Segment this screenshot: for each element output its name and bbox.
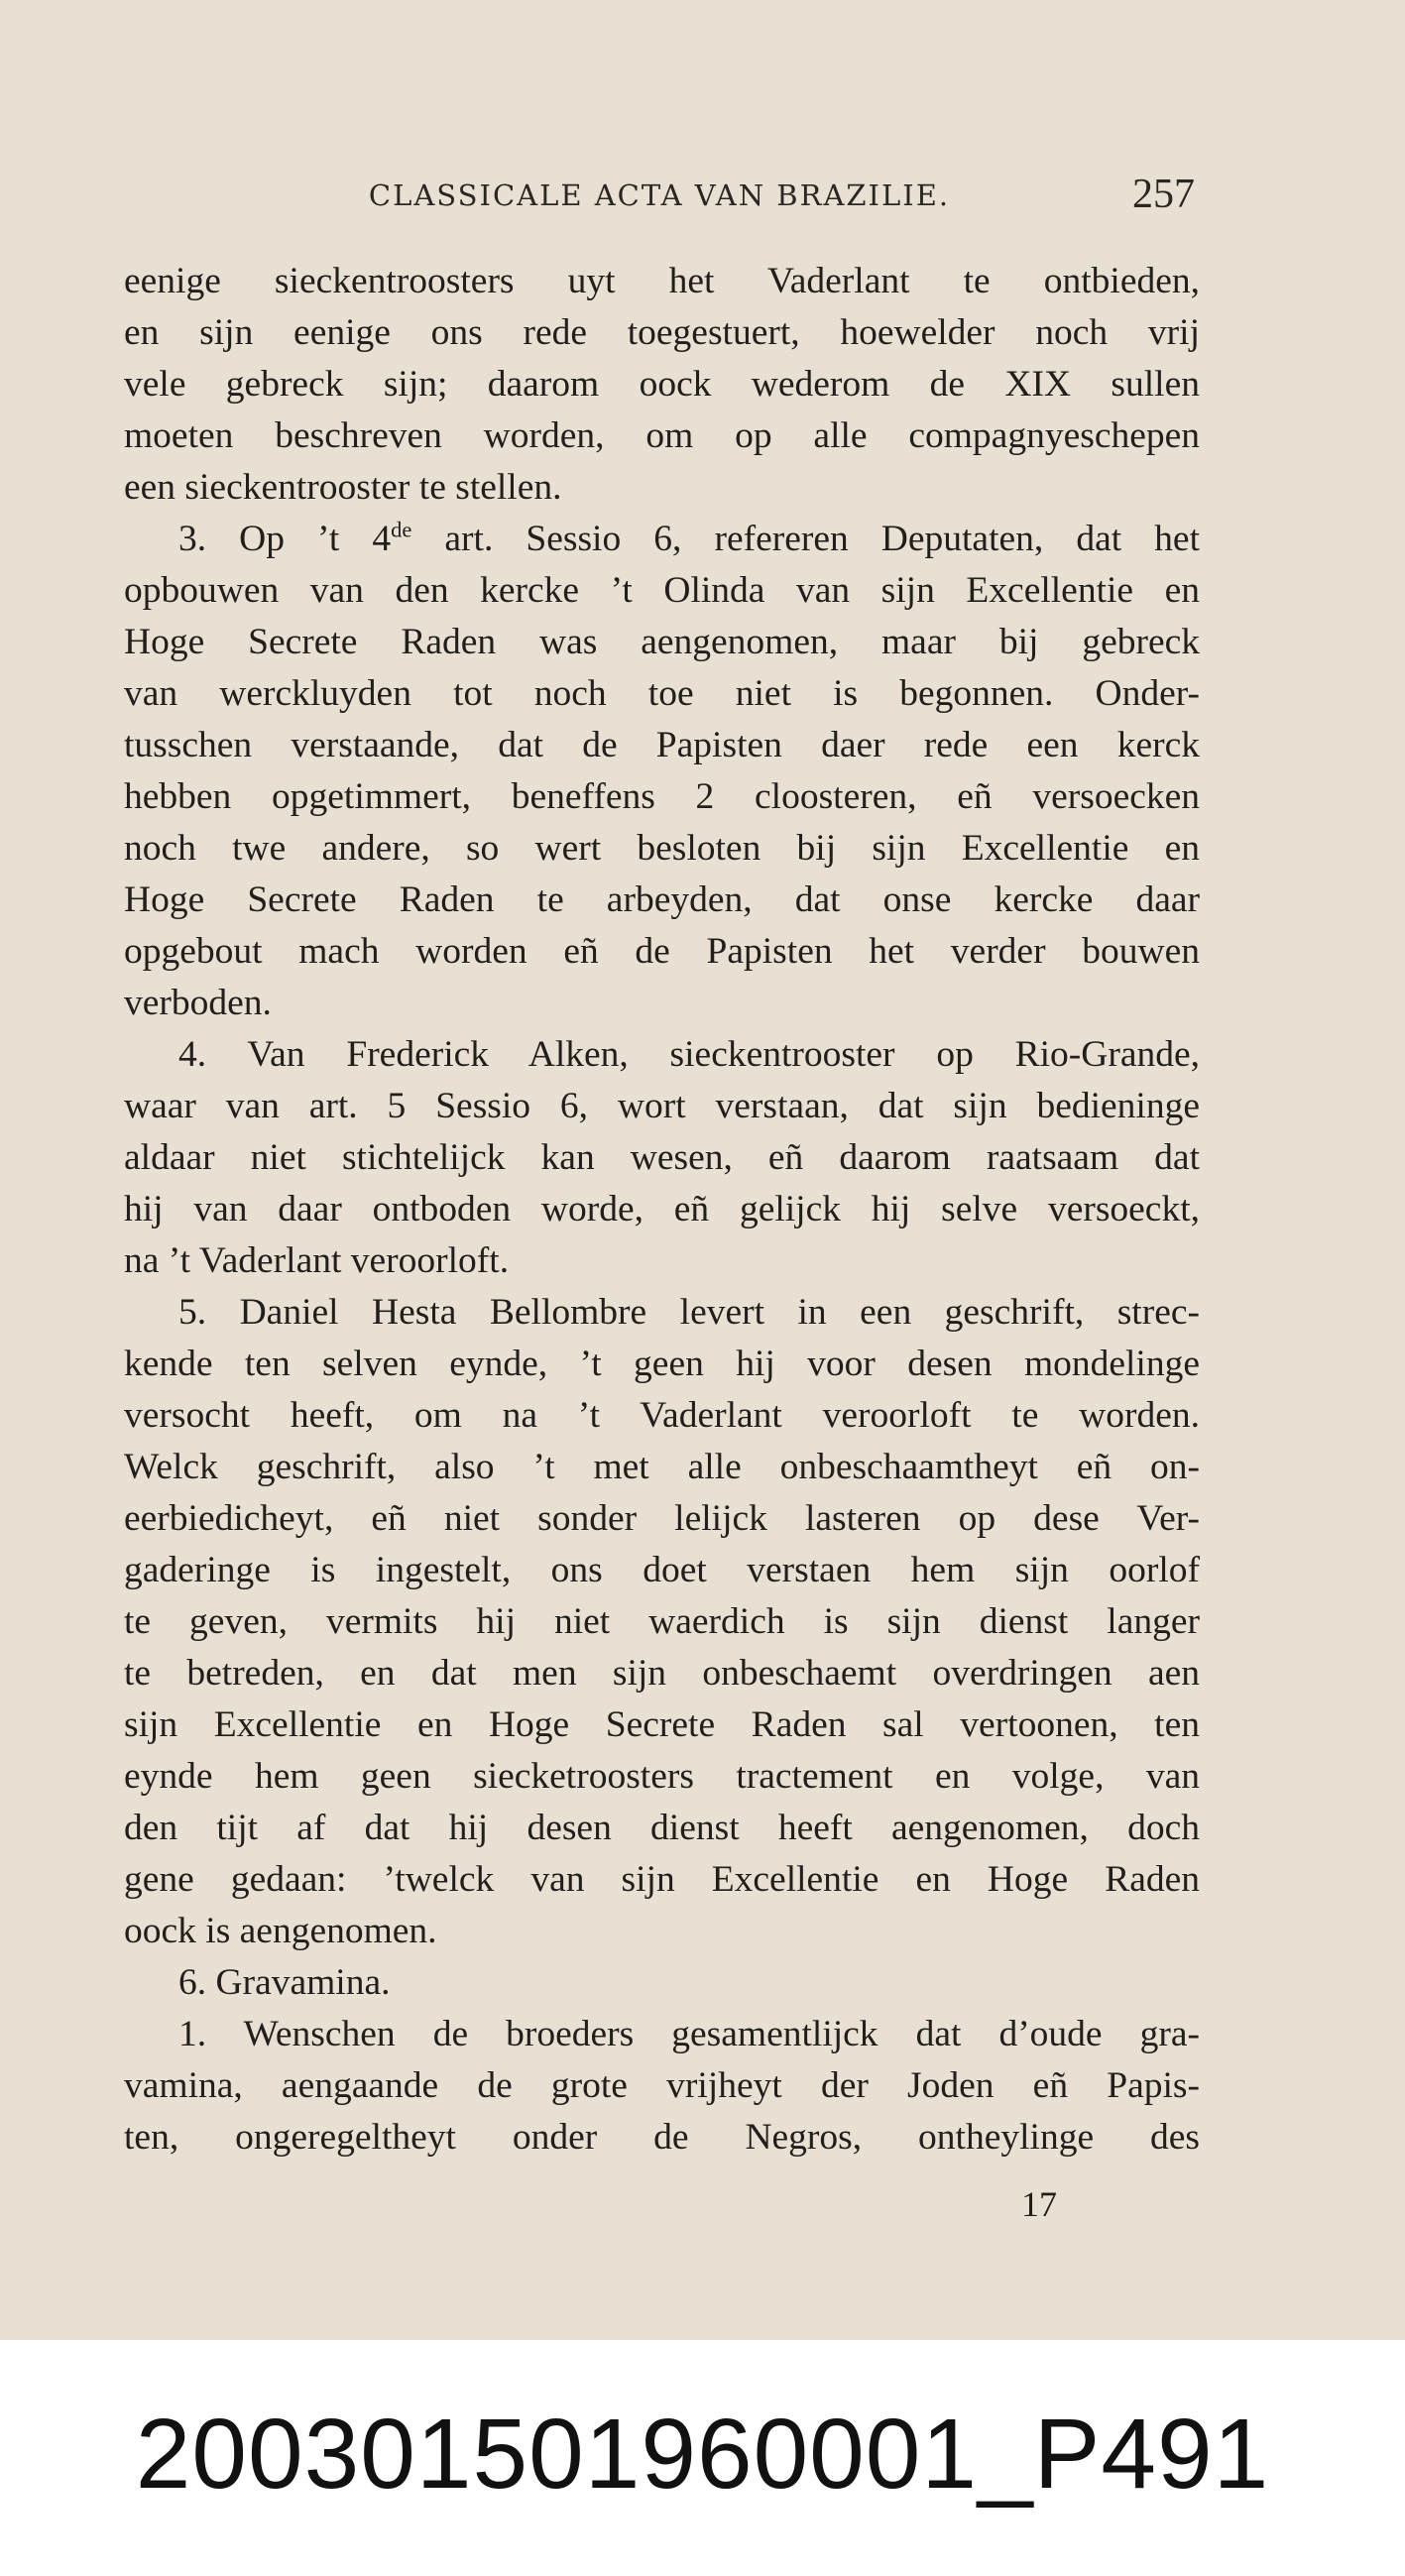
text-line: eenige sieckentroosters uyt het Vaderlant te ontbieden, <box>124 261 1200 301</box>
text-line: te betreden, en dat men sijn onbeschaemt overdringen aen <box>124 1653 1200 1694</box>
text-line: na ’t Vaderlant veroorloft. <box>124 1240 510 1281</box>
text-line: aldaar niet stichtelijck kan wesen, eñ daarom raatsaam dat <box>124 1137 1200 1178</box>
text-line: tusschen verstaande, dat de Papisten daer rede een kerck <box>124 725 1200 765</box>
text-line: oock is aengenomen. <box>124 1911 437 1951</box>
text-line: noch twe andere, so wert besloten bij sijn Excellentie en <box>124 828 1200 869</box>
text-line: een sieckentrooster te stellen. <box>124 467 562 508</box>
text-line: gene gedaan: ’twelck van sijn Excellentie en Hoge Raden <box>124 1859 1200 1900</box>
text-line: hij van daar ontboden worde, eñ gelijck hij selve versoeckt, <box>124 1189 1200 1229</box>
text-line: opgebout mach worden eñ de Papisten het verder bouwen <box>124 931 1200 972</box>
text-line: 5. Daniel Hesta Bellombre levert in een geschrift, strec- <box>178 1292 1200 1333</box>
running-head <box>124 171 1195 220</box>
text-line: opbouwen van den kercke ’t Olinda van sijn Excellentie en <box>124 570 1200 611</box>
body-text <box>124 256 1200 2164</box>
text-line: sijn Excellentie en Hoge Secrete Raden sal vertoonen, ten <box>124 1704 1200 1745</box>
paragraph-gravamina-1 <box>124 2009 1200 2164</box>
text-line: vamina, aengaande de grote vrijheyt der Joden eñ Papis- <box>124 2065 1200 2106</box>
text-line: van werckluyden tot noch toe niet is begonnen. Onder- <box>124 673 1200 714</box>
signature-mark: 17 <box>1021 2184 1057 2224</box>
paragraph-continued <box>124 256 1200 514</box>
text-line: moeten beschreven worden, om op alle compagnyeschepen <box>124 415 1200 456</box>
page-number: 257 <box>1132 172 1195 217</box>
text-line: Hoge Secrete Raden te arbeyden, dat onse kercke daar <box>124 879 1200 920</box>
text-line: hebben opgetimmert, beneffens 2 cloosteren, eñ versoecken <box>124 776 1200 817</box>
text-line: kende ten selven eynde, ’t geen hij voor desen mondelinge <box>124 1344 1200 1384</box>
text-line: en sijn eenige ons rede toegestuert, hoewelder noch vrij <box>124 312 1200 353</box>
paragraph-6 <box>124 1957 1200 2009</box>
text-line: Hoge Secrete Raden was aengenomen, maar bij gebreck <box>124 622 1200 662</box>
text-line: 1. Wenschen de broeders gesamentlijck dat d’oude gra- <box>178 2014 1200 2054</box>
text-line: ten, ongeregeltheyt onder de Negros, ontheylinge des <box>124 2117 1200 2158</box>
paragraph-4 <box>124 1029 1200 1287</box>
text-line: eerbiedicheyt, eñ niet sonder lelijck lasteren op dese Ver- <box>124 1498 1200 1539</box>
text-fragment: art. Sessio 6, refereren Deputaten, dat het <box>411 519 1200 559</box>
text-line: waar van art. 5 Sessio 6, wort verstaan, dat sijn bedieninge <box>124 1086 1200 1126</box>
text-line: versocht heeft, om na ’t Vaderlant veroorloft te worden. <box>124 1395 1200 1436</box>
text-line: eynde hem geen siecketroosters tractement en volge, van <box>124 1756 1200 1797</box>
text-line <box>124 514 1200 565</box>
text-line: den tijt af dat hij desen dienst heeft aengenomen, doch <box>124 1808 1200 1848</box>
text-line: 4. Van Frederick Alken, sieckentrooster op Rio-Grande, <box>178 1034 1200 1075</box>
text-fragment: 3. Op ’t 4 <box>178 519 392 559</box>
scan-identifier: 20030150196000​1_P491 <box>135 2399 1270 2510</box>
text-line: te geven, vermits hij niet waerdich is sijn dienst langer <box>124 1601 1200 1642</box>
text-line: vele gebreck sijn; daarom oock wederom de XIX sullen <box>124 364 1200 405</box>
paragraph-3 <box>124 514 1200 1029</box>
running-title: CLASSICALE ACTA VAN BRAZILIE. <box>368 178 951 212</box>
text-line: gaderinge is ingestelt, ons doet verstaen hem sijn oorlof <box>124 1550 1200 1590</box>
paragraph-5 <box>124 1287 1200 1957</box>
superscript: de <box>391 517 412 542</box>
text-line: Welck geschrift, also ’t met alle onbeschaamtheyt eñ on- <box>124 1447 1200 1487</box>
section-heading-gravamina: 6. Gravamina. <box>178 1962 391 2003</box>
text-line: verboden. <box>124 983 272 1023</box>
